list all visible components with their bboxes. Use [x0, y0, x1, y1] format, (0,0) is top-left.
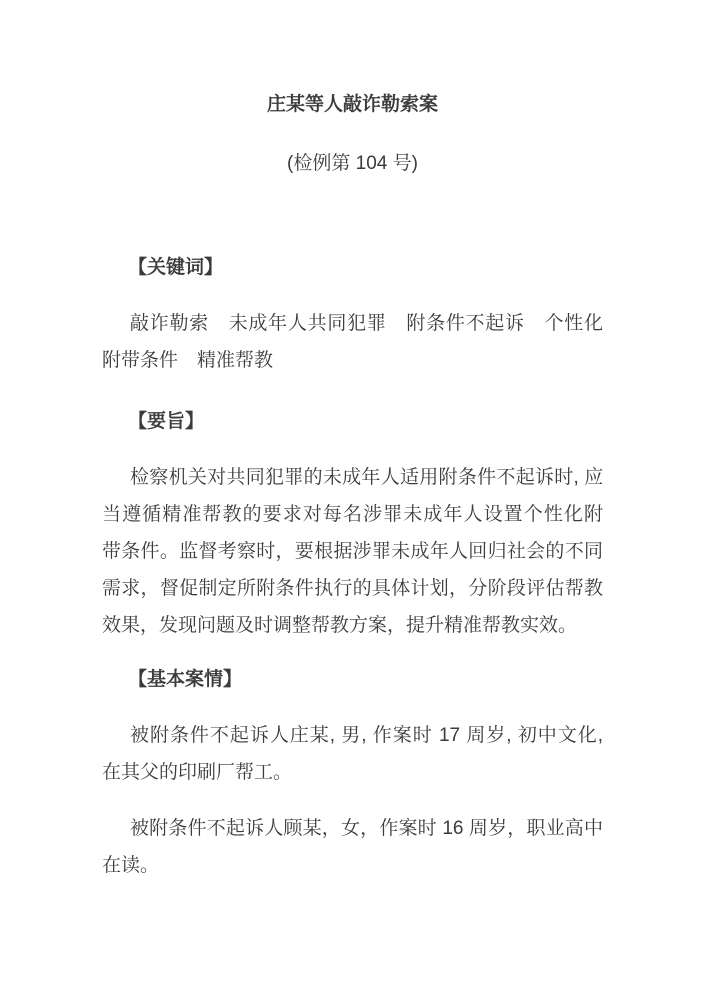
keywords-line: 敲诈勒索 未成年人共同犯罪 附条件不起诉 个性化 — [130, 313, 603, 334]
keywords-line: 附带条件 精准帮教 — [102, 350, 274, 371]
gist-line: 效果，发现问题及时调整帮教方案，提升精准帮教实效。 — [102, 615, 578, 636]
section-heading-keywords: 【关键词】 — [128, 257, 224, 278]
facts-line: 在其父的印刷厂帮工。 — [102, 762, 293, 783]
case-number: (检例第 104 号) — [287, 153, 418, 174]
gist-line: 当遵循精准帮教的要求对每名涉罪未成年人设置个性化附 — [102, 504, 603, 525]
facts-paragraph-zhuang — [102, 717, 603, 791]
gist-line: 需求，督促制定所附条件执行的具体计划，分阶段评估帮教 — [102, 578, 603, 599]
section-heading-gist: 【要旨】 — [128, 411, 205, 432]
facts-line: 在读。 — [102, 855, 160, 876]
facts-paragraph-gu — [102, 810, 603, 884]
gist-paragraph — [102, 459, 603, 644]
facts-line: 被附条件不起诉人庄某, 男, 作案时 17 周岁, 初中文化, — [130, 725, 603, 746]
section-heading-basic-facts: 【基本案情】 — [128, 669, 243, 690]
gist-line: 检察机关对共同犯罪的未成年人适用附条件不起诉时, 应 — [130, 467, 603, 488]
facts-line: 被附条件不起诉人顾某，女，作案时 16 周岁，职业高中 — [130, 818, 603, 839]
keywords-paragraph — [102, 305, 603, 379]
gist-line: 带条件。监督考察时，要根据涉罪未成年人回归社会的不同 — [102, 541, 603, 562]
case-title: 庄某等人敲诈勒索案 — [266, 94, 438, 115]
